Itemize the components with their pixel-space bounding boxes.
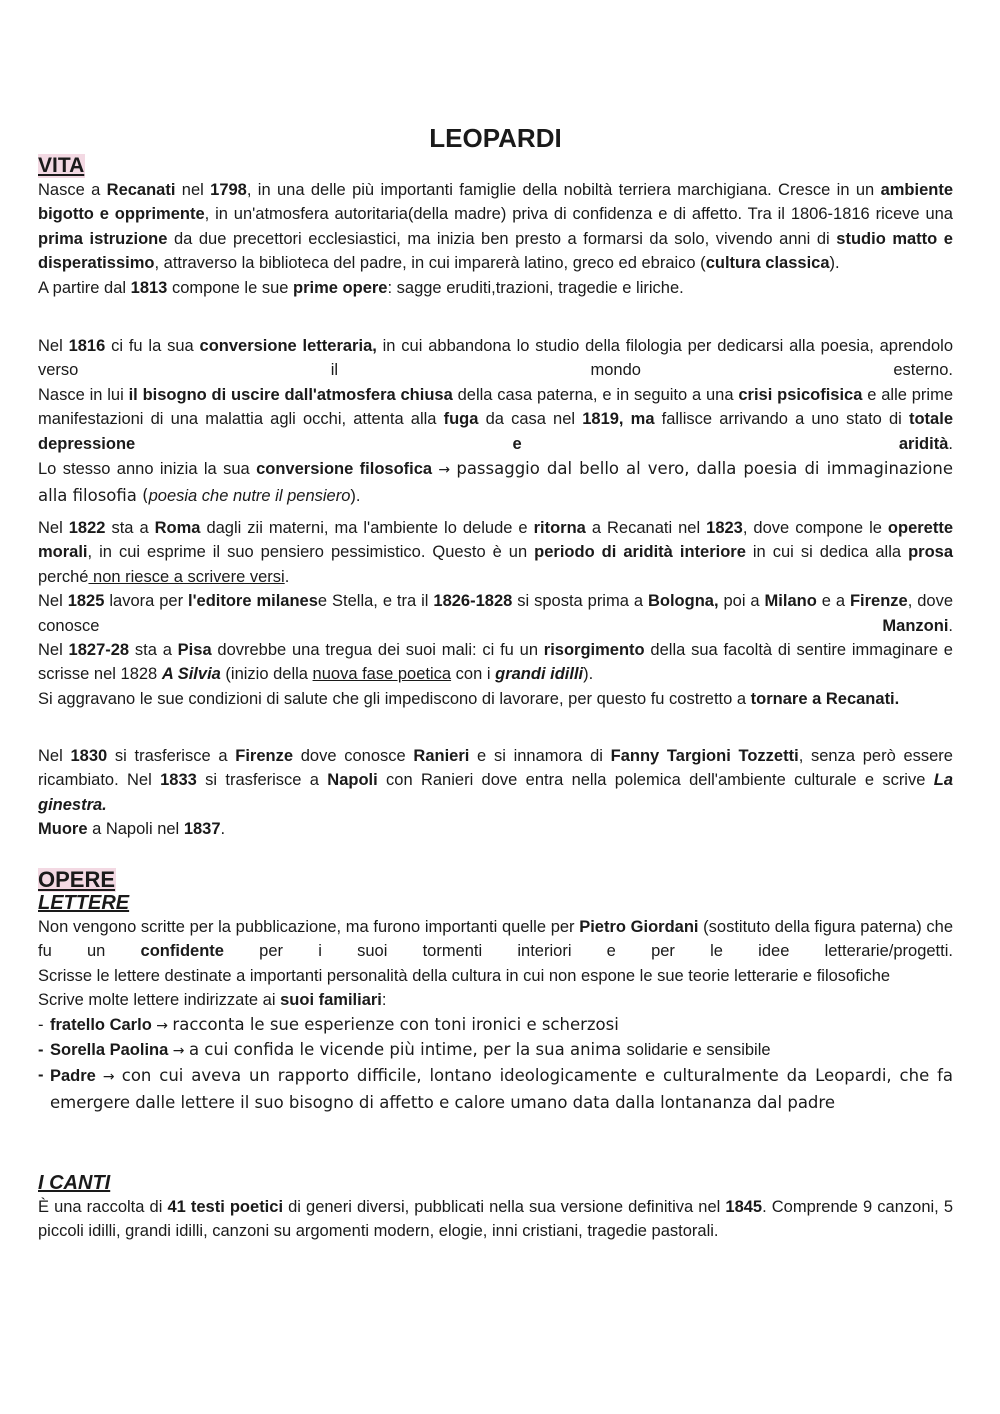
vita-paragraph-8: Si aggravano le sue condizioni di salute che gli impediscono di lavorare, per questo fu costretto a tornare a Recanati. — [38, 689, 900, 708]
opere-heading: OPERE — [38, 867, 116, 892]
vita-paragraph-1b: A partire dal 1813 compone le sue prime opere: sagge eruditi,trazioni, tragedie e liriche. — [38, 278, 684, 297]
vita-block-4 — [38, 744, 953, 842]
list-item: - Sorella Paolina → a cui confida le vicende più intime, per la sua anima solidarie e sensibile — [38, 1040, 771, 1060]
familiari-list — [38, 1013, 953, 1117]
vita-block-2 — [38, 334, 953, 509]
vita-heading: VITA — [38, 154, 85, 177]
vita-paragraph-2: Nel 1816 ci fu la sua conversione letteraria, in cui abbandona lo studio della filologia per dedicarsi alla poesia, aprendolo verso il mondo esterno. — [38, 337, 954, 380]
lettere-paragraph-1: Non vengono scritte per la pubblicazione, ma furono importanti quelle per Pietro Giordani (sostituto della figura paterna) che fu un confidente per i suoi tormenti interiori e per le idee letterarie/progetti. — [38, 918, 954, 961]
vita-paragraph-9: Nel 1830 si trasferisce a Firenze dove conosce Ranieri e si innamora di Fanny Targioni Tozzetti, senza però essere ricambiato. Nel 1833 si trasferisce a Napoli con Ranieri dove entra nella polemica dell'ambiente culturale e scrive La ginestra. — [38, 747, 953, 814]
list-item: - Padre → con cui aveva un rapporto difficile, lontano ideologicamente e culturalmente da Leopardi, che fa emergere dalle lettere il suo bisogno di affetto e calore umano data dalla lontananza dal padre — [38, 1066, 954, 1113]
vita-block-3 — [38, 516, 953, 711]
vita-paragraph-7: Nel 1827-28 sta a Pisa dovrebbe una tregua dei suoi mali: ci fu un risorgimento della sua facoltà di sentire immaginare e scrisse nel 1828 A Silvia (inizio della nuova fase poetica con i grandi idilli). — [38, 641, 953, 684]
canti-section — [38, 1172, 953, 1244]
vita-paragraph-5: Nel 1822 sta a Roma dagli zii materni, ma l'ambiente lo delude e ritorna a Recanati nel 1823, dove compone le operette morali, in cui esprime il suo pensiero pessimistico. Questo è un periodo di aridità interiore in cui si dedica alla prosa perché non riesce a scrivere versi. — [38, 519, 954, 586]
list-item: - fratello Carlo → racconta le sue esperienze con toni ironici e scherzosi — [38, 1014, 619, 1034]
vita-paragraph-3: Nasce in lui il bisogno di uscire dall'atmosfera chiusa della casa paterna, e in seguito a una crisi psicofisica e alle prime manifestazioni di una malattia agli occhi, attenta alla fuga da casa nel 1819, ma fallisce arrivando a uno stato di totale depressione e aridità. — [38, 385, 954, 453]
opere-section — [38, 868, 953, 1116]
page-title: LEOPARDI — [429, 123, 562, 153]
vita-paragraph-4: Lo stesso anno inizia la sua conversione filosofica → passaggio dal bello al vero, dalla poesia di immaginazione alla filosofia (poesia che nutre il pensiero). — [38, 459, 953, 506]
canti-heading: I CANTI — [38, 1172, 111, 1194]
vita-paragraph-1: Nasce a Recanati nel 1798, in una delle più importanti famiglie della nobiltà terriera marchigiana. Cresce in un ambiente bigotto e opprimente, in un'atmosfera autoritaria(della madre) priva di confidenza e di affetto. Tra il 1806-1816 riceve una prima istruzione da due precettori ecclesiastici, ma inizia ben presto a formarsi da solo, vivendo anni di studio matto e disperatissimo, attraverso la biblioteca del padre, in cui imparerà latino, greco ed ebraico (cultura classica). — [38, 181, 953, 273]
lettere-paragraph-3: Scrive molte lettere indirizzate ai suoi familiari: — [38, 991, 387, 1010]
vita-paragraph-6: Nel 1825 lavora per l'editore milanese Stella, e tra il 1826-1828 si sposta prima a Bologna, poi a Milano e a Firenze, dove conosce Manzoni. — [38, 592, 954, 635]
vita-section — [38, 154, 953, 300]
vita-paragraph-10: Muore a Napoli nel 1837. — [38, 820, 226, 839]
lettere-paragraph-2: Scrisse le lettere destinate a importanti personalità della cultura in cui non espone le sue teorie letterarie e filosofiche — [38, 966, 891, 985]
lettere-heading: LETTERE — [38, 892, 130, 914]
canti-paragraph-1: È una raccolta di 41 testi poetici di generi diversi, pubblicati nella sua versione definitiva nel 1845. Comprende 9 canzoni, 5 piccoli idilli, grandi idilli, canzoni su argomenti modern, elogie, inni cristiani, tragedie pastorali. — [38, 1198, 953, 1241]
